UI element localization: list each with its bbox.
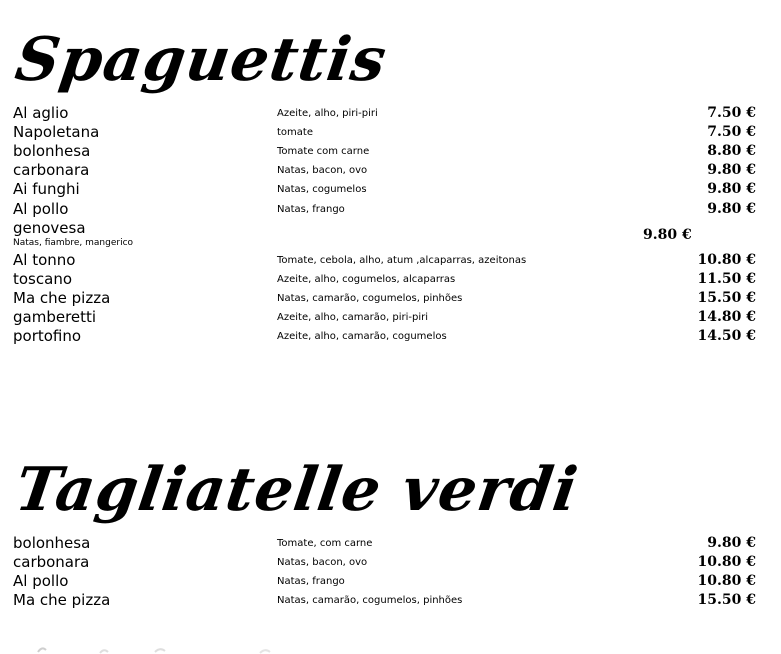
dish-price: 10.80 € [697, 252, 756, 268]
dish-name: Al aglio [13, 104, 69, 122]
dish-description: Natas, fiambre, mangerico [13, 238, 134, 248]
dish-description: Azeite, alho, camarão, cogumelos [277, 331, 447, 342]
dish-description: Natas, frango [277, 576, 345, 587]
menu-item-al-aglio [0, 104, 781, 123]
dish-price: 9.80 € [707, 162, 756, 178]
menu-item-napoletana [0, 123, 781, 142]
menu-item-ma-che-pizza [0, 289, 781, 308]
menu-item-al-pollo [0, 200, 781, 219]
dish-description: Tomate, com carne [277, 538, 373, 549]
dish-price: 14.80 € [697, 309, 756, 325]
menu-item-toscano [0, 270, 781, 289]
dish-description: Natas, camarão, cogumelos, pinhões [277, 293, 463, 304]
menu-item-genovesa [0, 219, 781, 252]
dish-price: 9.80 € [707, 535, 756, 551]
menu-item-carbonara [0, 161, 781, 180]
dish-name: portofino [13, 327, 82, 345]
menu-item-ma-che-pizza [0, 591, 781, 610]
dish-description: Tomate, cebola, alho, atum ,alcaparras, azeitonas [277, 255, 527, 266]
dish-name: Al tonno [13, 251, 76, 269]
menu-item-gamberetti [0, 308, 781, 327]
menu-item-portofino [0, 327, 781, 346]
dish-price: 14.50 € [697, 328, 756, 344]
dish-price: 9.80 € [707, 181, 756, 197]
dish-price: 15.50 € [697, 290, 756, 306]
dish-description: Azeite, alho, cogumelos, alcaparras [277, 274, 456, 285]
menu-item-carbonara [0, 553, 781, 572]
dish-price: 11.50 € [697, 271, 756, 287]
dish-name: gamberetti [13, 308, 97, 326]
dish-name: bolonhesa [13, 534, 91, 552]
dish-description: Azeite, alho, piri-piri [277, 108, 378, 119]
dish-price: 9.80 € [707, 201, 756, 217]
dish-name: Ai funghi [13, 180, 80, 198]
dish-name: genovesa [13, 219, 86, 237]
dish-price: 7.50 € [707, 105, 756, 121]
dish-price: 10.80 € [697, 554, 756, 570]
dish-name: toscano [13, 270, 72, 288]
dish-name: bolonhesa [13, 142, 91, 160]
dish-name: carbonara [13, 161, 90, 179]
dish-price: 8.80 € [707, 143, 756, 159]
dish-price: 7.50 € [707, 124, 756, 140]
menu-item-al-tonno [0, 251, 781, 270]
section-title-tagliatelle: Tagliatelle verdi [11, 455, 583, 525]
dish-price: 15.50 € [697, 592, 756, 608]
dish-description: Natas, bacon, ovo [277, 165, 368, 176]
dish-description: Tomate com carne [277, 146, 370, 157]
dish-price: 10.80 € [697, 573, 756, 589]
menu-item-bolonhesa [0, 142, 781, 161]
dish-description: Natas, frango [277, 204, 345, 215]
dish-description: Azeite, alho, camarão, piri-piri [277, 312, 429, 323]
dish-name: carbonara [13, 553, 90, 571]
dish-name: Al pollo [13, 200, 69, 218]
section-title-spaguettis: Spaguettis [11, 25, 392, 95]
dish-name: Al pollo [13, 572, 69, 590]
dish-description: Natas, camarão, cogumelos, pinhões [277, 595, 463, 606]
dish-description: tomate [277, 127, 313, 138]
next-heading-fragment [0, 636, 781, 654]
menu-item-ai-funghi [0, 180, 781, 199]
dish-name: Ma che pizza [13, 591, 111, 609]
menu-item-al-pollo [0, 572, 781, 591]
dish-description: Natas, bacon, ovo [277, 557, 368, 568]
menu-item-bolonhesa [0, 534, 781, 553]
dish-name: Ma che pizza [13, 289, 111, 307]
dish-description: Natas, cogumelos [277, 184, 367, 195]
dish-name: Napoletana [13, 123, 100, 141]
dish-price: 9.80 € [643, 227, 692, 243]
